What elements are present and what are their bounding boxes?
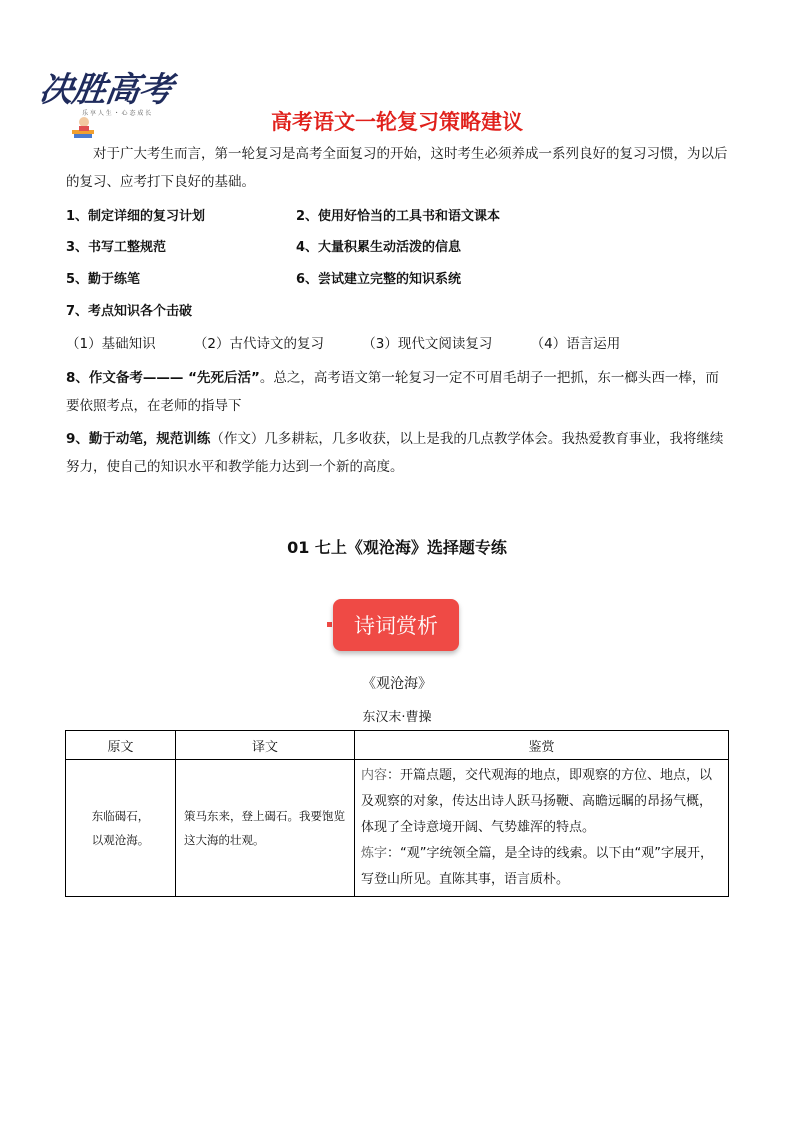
appreciation-content	[361, 763, 722, 841]
table-header-row	[66, 731, 729, 760]
word-label: 炼字	[361, 846, 388, 861]
p9-heading: 9、勤于动笔，规范训练	[66, 431, 211, 447]
word-text: ：“观”字统领全篇，是全诗的线索。以下由“观”字展开，写登山所见。直陈其事，语言质朴。	[361, 846, 713, 887]
sub-items	[66, 334, 654, 354]
list-item	[66, 270, 462, 290]
sub-item-3: （3）现代文阅读复习	[362, 336, 493, 352]
paragraph-9	[66, 425, 728, 481]
content-text: ：开篇点题，交代观海的地点，即观察的方位、地点，以及观察的对象，传达出诗人跃马扬鞭、高瞻远瞩的昂扬气概，体现了全诗意境开阔、气势雄浑的特点。	[361, 768, 713, 835]
p8-text: 。总之，高考语文第一轮复习一定不可眉毛胡子一把抓，东一榔头西一棒，而要依照考点，在老师的指导下	[66, 370, 719, 414]
original-line-1: 东临碣石，	[91, 809, 150, 823]
sub-item-2: （2）古代诗文的复习	[193, 336, 324, 352]
cell-translation: 策马东来，登上碣石。我要饱览这大海的壮观。	[176, 760, 355, 897]
item-3: 3、书写工整规范	[66, 240, 167, 255]
section-title: 01 七上《观沧海》选择题专练	[287, 538, 507, 557]
poem-title: 《观沧海》	[362, 676, 432, 692]
logo-tagline: 乐 享 人 生 ・ 心 态 成 长	[82, 110, 152, 117]
cell-original	[66, 760, 176, 897]
table-row	[66, 760, 729, 897]
item-6: 6、尝试建立完整的知识系统	[296, 272, 462, 287]
item-7: 7、考点知识各个击破	[66, 304, 193, 319]
p9-text: （作文）几多耕耘，几多收获，以上是我的几点教学体会。我热爱教育事业，我将继续努力，使自己的知识水平和教学能力达到一个新的高度。	[66, 431, 724, 475]
item-1: 1、制定详细的复习计划	[66, 209, 206, 224]
content-label: 内容	[361, 768, 388, 783]
paragraph-8	[66, 364, 728, 420]
poem-table	[65, 730, 729, 897]
badge-marker	[327, 622, 332, 627]
header-appreciation: 鉴赏	[355, 731, 729, 760]
intro-paragraph: 对于广大考生而言，第一轮复习是高考全面复习的开始，这时考生必须养成一系列良好的复习习惯，为以后的复习、应考打下良好的基础。	[66, 146, 728, 190]
appreciation-word	[361, 841, 722, 893]
header-translation: 译文	[176, 731, 355, 760]
item-4: 4、大量积累生动活泼的信息	[296, 240, 462, 255]
item-5: 5、勤于练笔	[66, 272, 141, 287]
sub-item-4: （4）语言运用	[530, 336, 621, 352]
original-line-2: 以观沧海。	[91, 833, 150, 847]
poem-author: 东汉末·曹操	[362, 710, 432, 725]
list-item	[66, 238, 462, 258]
list-item	[66, 207, 501, 227]
list-item	[66, 302, 192, 322]
item-2: 2、使用好恰当的工具书和语文课本	[296, 209, 501, 224]
cell-appreciation	[355, 760, 729, 897]
poem-appreciation-badge: 诗词赏析	[333, 599, 459, 651]
logo-text: 决胜高考	[36, 70, 175, 110]
sub-item-1: （1）基础知识	[66, 336, 156, 352]
header-original: 原文	[66, 731, 176, 760]
p8-heading: 8、作文备考——— “先死后活”	[66, 370, 260, 386]
page-title: 高考语文一轮复习策略建议	[271, 110, 523, 134]
